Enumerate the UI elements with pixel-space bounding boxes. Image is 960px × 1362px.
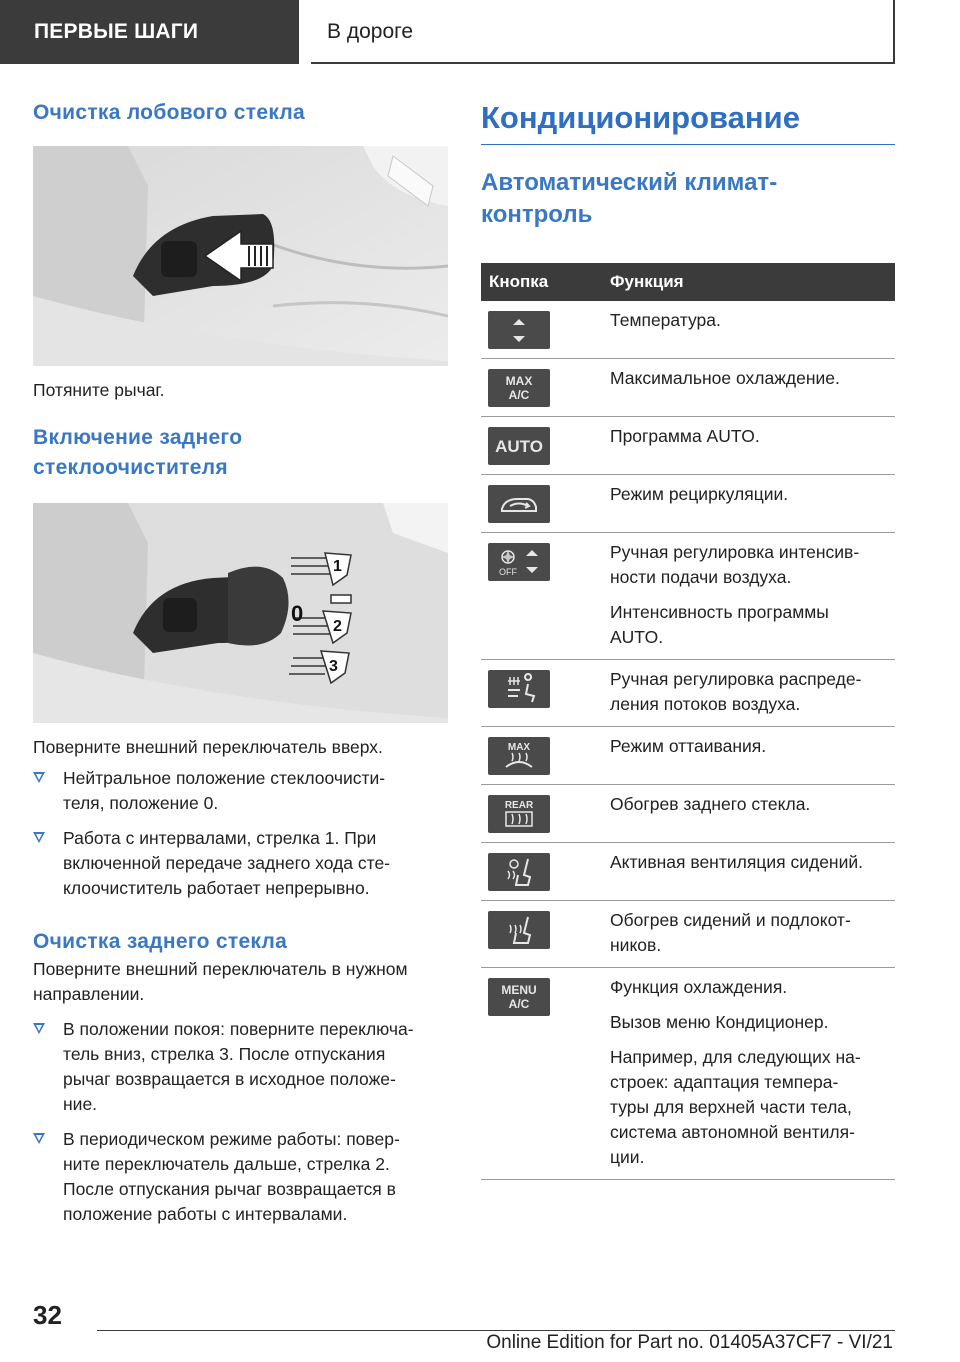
key-label: REAR	[504, 800, 534, 811]
bullet-text: Работа с интервалами, стрелка 1. При включенной передаче заднего хода сте- клоочиститель работает непрерывно.	[63, 828, 391, 898]
air-distribution-icon	[488, 670, 550, 708]
heading-rear-wiper-on	[33, 423, 448, 483]
bullet-neutral-position	[33, 766, 448, 816]
key-label: MAX	[507, 742, 531, 753]
function-text: Функция охлаждения.	[610, 977, 788, 997]
max-ac-icon	[488, 369, 550, 407]
key-label: A/C	[508, 997, 530, 1011]
function-text: Обогрев сидений и подлокот- ников.	[610, 910, 851, 955]
bullet-triangle-icon	[33, 772, 45, 783]
key-label: OFF	[499, 567, 517, 577]
function-text: Температура.	[610, 310, 721, 330]
function-text: Например, для следующих на- строек: адаптация темпера- туры для верхней части тела, система автономной вентиля- ции.	[610, 1047, 861, 1167]
bullet-triangle-icon	[33, 1133, 45, 1144]
table-row	[481, 359, 895, 417]
heading-rear-wiper-line-1: Включение заднего	[33, 426, 243, 449]
function-text: Режим оттаивания.	[610, 736, 767, 756]
menu-ac-icon	[488, 978, 550, 1016]
heading-rear-wiper-line-2: стеклоочистителя	[33, 456, 228, 479]
turn-up-text: Поверните внешний переключатель вверх.	[33, 737, 383, 757]
bullet-triangle-icon	[33, 1023, 45, 1034]
position-label-2: 2	[333, 618, 342, 635]
function-text: Вызов меню Кондиционер.	[610, 1012, 829, 1032]
seat-heating-icon	[488, 911, 550, 949]
function-text: Максимальное охлаждение.	[610, 368, 840, 388]
auto-icon	[488, 427, 550, 465]
key-label: AUTO	[495, 437, 543, 456]
right-column	[481, 98, 895, 1180]
function-text: Активная вентиляция сидений.	[610, 852, 864, 872]
left-column	[33, 98, 448, 1227]
column-header-button: Кнопка	[481, 263, 610, 301]
bullet-triangle-icon	[33, 832, 45, 843]
column-header-function: Функция	[610, 263, 895, 301]
lever-pull-photo	[33, 146, 448, 366]
function-text: Ручная регулировка интенсив- ности подачи воздуха.	[610, 542, 860, 587]
bullet-text: Нейтральное положение стеклоочисти- теля, положение 0.	[63, 768, 386, 813]
max-defrost-icon	[488, 737, 550, 775]
bullet-interval-operation	[33, 826, 448, 901]
recirculation-icon	[488, 485, 550, 523]
position-label-1: 1	[333, 558, 342, 575]
key-label: MAX	[505, 374, 533, 388]
footer-edition: Online Edition for Part no. 01405A37CF7 - VI/21	[486, 1332, 893, 1353]
key-label: MENU	[501, 983, 537, 997]
table-row	[481, 843, 895, 901]
function-text: Интенсивность программы AUTO.	[610, 602, 829, 647]
table-row	[481, 533, 895, 660]
bullet-rest-position	[33, 1017, 448, 1117]
function-text: Ручная регулировка распреде- ления потоков воздуха.	[610, 669, 862, 714]
temperature-arrows-icon	[488, 311, 550, 349]
seat-ventilation-icon	[488, 853, 550, 891]
table-header-row	[481, 263, 895, 301]
table-row	[481, 660, 895, 727]
heading-rear-window-cleaning: Очистка заднего стекла	[33, 930, 288, 953]
table-row	[481, 417, 895, 475]
table-row	[481, 475, 895, 533]
lever-positions-photo	[33, 503, 448, 723]
header-section: ПЕРВЫЕ ШАГИ	[0, 0, 299, 64]
heading-automatic-climate-control: Автоматический климат- контроль	[481, 169, 778, 228]
table-row	[481, 727, 895, 785]
function-text: Обогрев заднего стекла.	[610, 794, 811, 814]
bullet-text: В положении покоя: поверните переключа- тель вниз, стрелка 3. После отпускания рычаг возвращается в исходное положе- ние.	[63, 1019, 414, 1114]
header-chapter: В дороге	[311, 0, 895, 64]
function-text: Программа AUTO.	[610, 426, 760, 446]
rear-defrost-icon	[488, 795, 550, 833]
position-label-3: 3	[329, 658, 338, 675]
bullet-text: В периодическом режиме работы: повер- ните переключатель дальше, стрелка 2. После отпускания рычаг возвращается в положение работы с интервалами.	[63, 1129, 400, 1224]
heading-air-conditioning: Кондиционирование	[481, 98, 895, 145]
heading-windshield-cleaning: Очистка лобового стекла	[33, 101, 306, 124]
bullet-periodic-mode	[33, 1127, 448, 1227]
table-row	[481, 785, 895, 843]
table-row	[481, 968, 895, 1180]
turn-direction-text: Поверните внешний переключатель в нужном направлении.	[33, 959, 408, 1004]
position-label-0: 0	[291, 601, 304, 626]
table-row	[481, 301, 895, 359]
footer-divider	[97, 1330, 895, 1331]
table-row	[481, 901, 895, 968]
function-text: Режим рециркуляции.	[610, 484, 789, 504]
fan-speed-icon	[488, 543, 550, 581]
page-number: 32	[33, 1300, 62, 1330]
climate-buttons-table	[481, 263, 895, 1180]
key-label: A/C	[508, 388, 530, 402]
pull-lever-text: Потяните рычаг.	[33, 380, 165, 400]
